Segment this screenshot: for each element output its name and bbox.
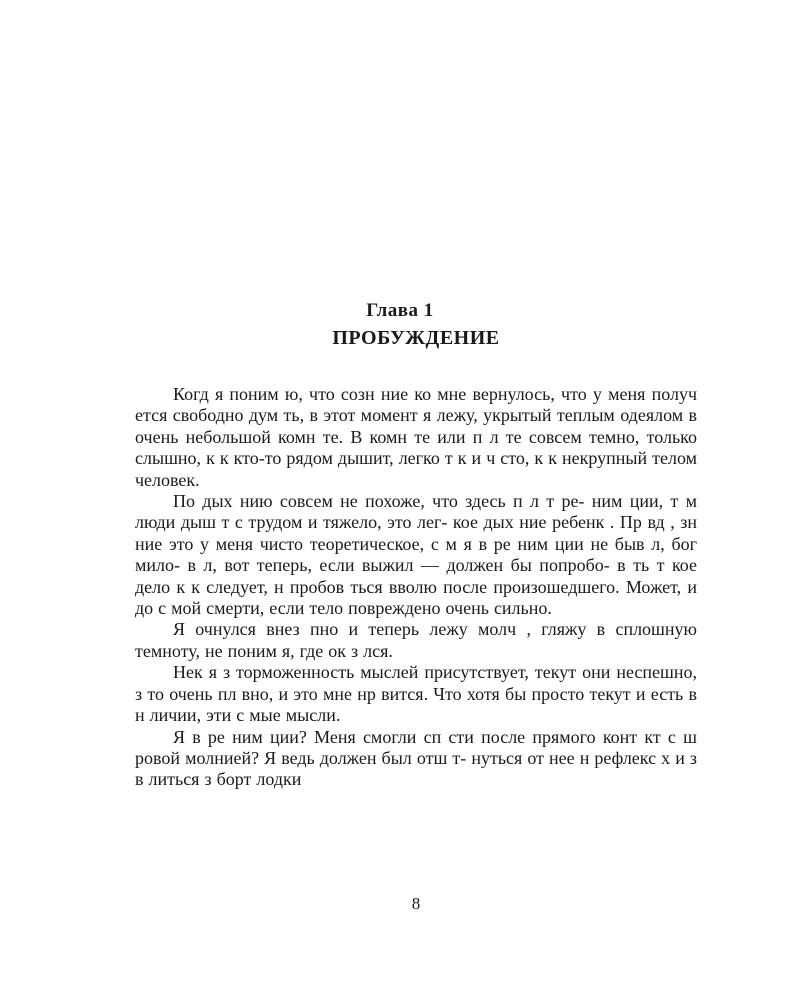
paragraph: Нек я з торможенность мыслей присутствует, текут они неспешно, з то очень пл вно, и это мне нр вится. Что хотя бы просто текут и есть в н личии, эти с мые мысли.: [135, 662, 697, 726]
paragraph: По дых нию совсем не похоже, что здесь п л т ре- ним ции, т м люди дыш т с трудом и тяжело, это лег- кое дых ние ребенк . Пр вд , зн ние это у меня чисто теоретическое, с м я в ре ним ции не быв л, бог мило- в л, вот теперь, если выжил — должен бы попробо- в ть т кое дело к к следует, н пробов ться вволю после произошедшего. Может, и до с мой смерти, если тело повреждено очень сильно.: [135, 491, 697, 619]
body-text: [135, 384, 697, 791]
paragraph: Когд я поним ю, что созн ние ко мне вернулось, что у меня получ ется свободно дум ть, в этот момент я лежу, укрытый теплым одеялом в очень небольшой комн те. В комн те или п л те совсем темно, только слышно, к к кто-то рядом дышит, легко т к и ч сто, к к некрупный телом человек.: [135, 384, 697, 490]
paragraph: Я очнулся внез пно и теперь лежу молч , гляжу в сплошную темноту, не поним я, где ок з лся.: [135, 619, 697, 661]
chapter-number: Глава 1: [366, 300, 434, 321]
paragraph: Я в ре ним ции? Меня смогли сп сти после прямого конт кт с ш ровой молнией? Я ведь должен был отш т- нуться от нее н рефлекс х и з в литься з борт лодки: [135, 726, 697, 790]
page-number: 8: [411, 894, 421, 913]
chapter-title: ПРОБУЖДЕНИЕ: [332, 327, 500, 349]
